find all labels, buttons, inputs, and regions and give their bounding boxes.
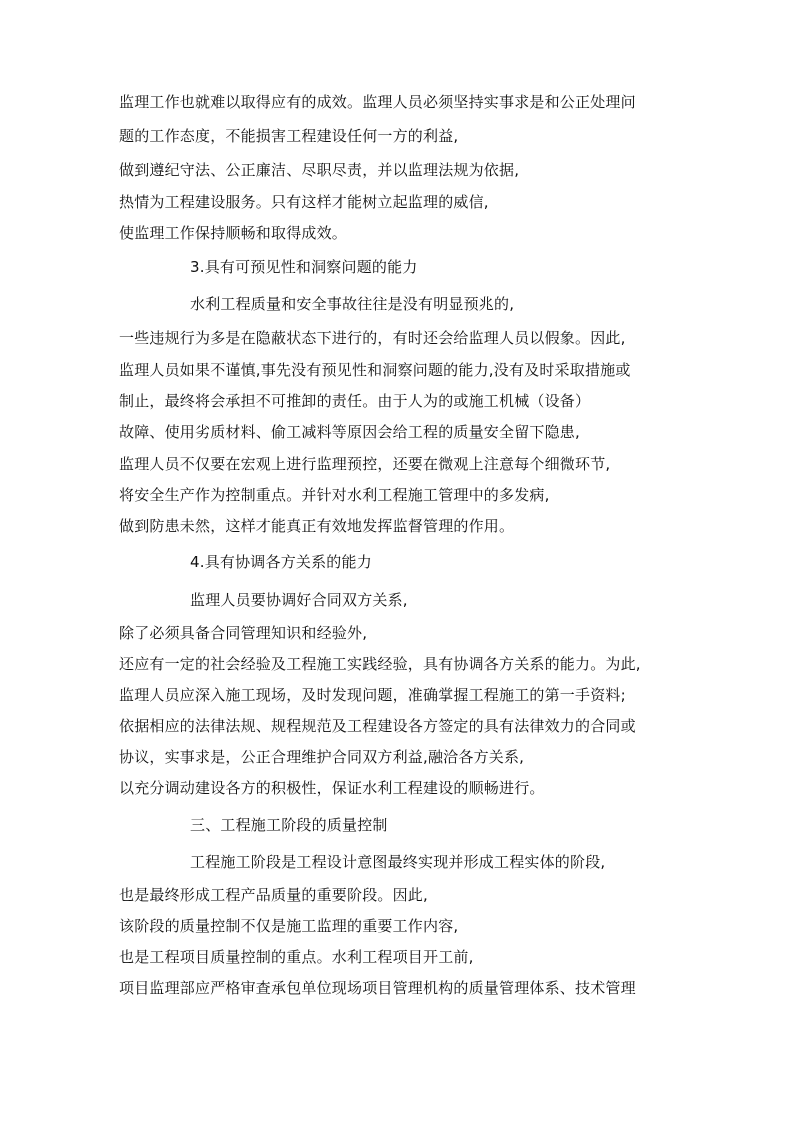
text-line-26: 该阶段的质量控制不仅是施工监理的重要工作内容, xyxy=(119,917,459,935)
text-line-1: 监理工作也就难以取得应有的成效。监理人员必须坚持实事求是和公正处理问 xyxy=(119,93,636,111)
text-line-14: 做到防患未然，这样才能真正有效地发挥监督管理的作用。 xyxy=(119,517,515,535)
section-heading-4: 4.具有协调各方关系的能力 xyxy=(190,553,372,571)
text-line-13: 将安全生产作为控制重点。并针对水利工程施工管理中的多发病, xyxy=(119,486,550,504)
text-line-27: 也是工程项目质量控制的重点。水利工程项目开工前, xyxy=(119,948,474,966)
text-line-4: 热情为工程建设服务。只有这样才能树立起监理的威信, xyxy=(119,193,489,211)
text-line-24: 工程施工阶段是工程设计意图最终实现并形成工程实体的阶段, xyxy=(190,853,606,871)
text-line-5: 使监理工作保持顺畅和取得成效。 xyxy=(119,224,348,242)
text-line-16: 监理人员要协调好合同双方关系, xyxy=(190,591,408,609)
text-line-19: 监理人员应深入施工现场，及时发现问题，准确掌握工程施工的第一手资料; xyxy=(119,686,626,704)
text-line-22: 以充分调动建设各方的积极性，保证水利工程建设的顺畅进行。 xyxy=(119,779,545,797)
text-line-8: 一些违规行为多是在隐蔽状态下进行的，有时还会给监理人员以假象。因此, xyxy=(119,329,626,347)
text-line-7: 水利工程质量和安全事故往往是没有明显预兆的, xyxy=(190,295,515,313)
text-line-17: 除了必须具备合同管理知识和经验外, xyxy=(119,624,368,642)
section-heading-3-quality: 三、工程施工阶段的质量控制 xyxy=(190,816,388,834)
text-line-25: 也是最终形成工程产品质量的重要阶段。因此, xyxy=(119,886,428,904)
text-line-21: 协议，实事求是，公正合理维护合同双方利益,融洽各方关系, xyxy=(119,748,525,766)
text-line-18: 还应有一定的社会经验及工程施工实践经验，具有协调各方关系的能力。为此, xyxy=(119,655,641,673)
text-line-10: 制止，最终将会承担不可推卸的责任。由于人为的或施工机械（设备） xyxy=(119,392,591,410)
section-heading-3: 3.具有可预见性和洞察问题的能力 xyxy=(190,258,418,276)
text-line-3: 做到遵纪守法、公正廉洁、尽职尽责，并以监理法规为依据, xyxy=(119,161,520,179)
text-line-11: 故障、使用劣质材料、偷工减料等原因会给工程的质量安全留下隐患, xyxy=(119,423,580,441)
text-line-9: 监理人员如果不谨慎,事先没有预见性和洞察问题的能力,没有及时采取措施或 xyxy=(119,361,631,379)
text-line-20: 依据相应的法律法规、规程规范及工程建设各方签定的具有法律效力的合同或 xyxy=(119,717,636,735)
text-line-12: 监理人员不仅要在宏观上进行监理预控，还要在微观上注意每个细微环节, xyxy=(119,455,611,473)
text-line-28: 项目监理部应严格审查承包单位现场项目管理机构的质量管理体系、技术管理 xyxy=(119,979,636,997)
text-line-2: 题的工作态度，不能损害工程建设任何一方的利益, xyxy=(119,127,459,145)
